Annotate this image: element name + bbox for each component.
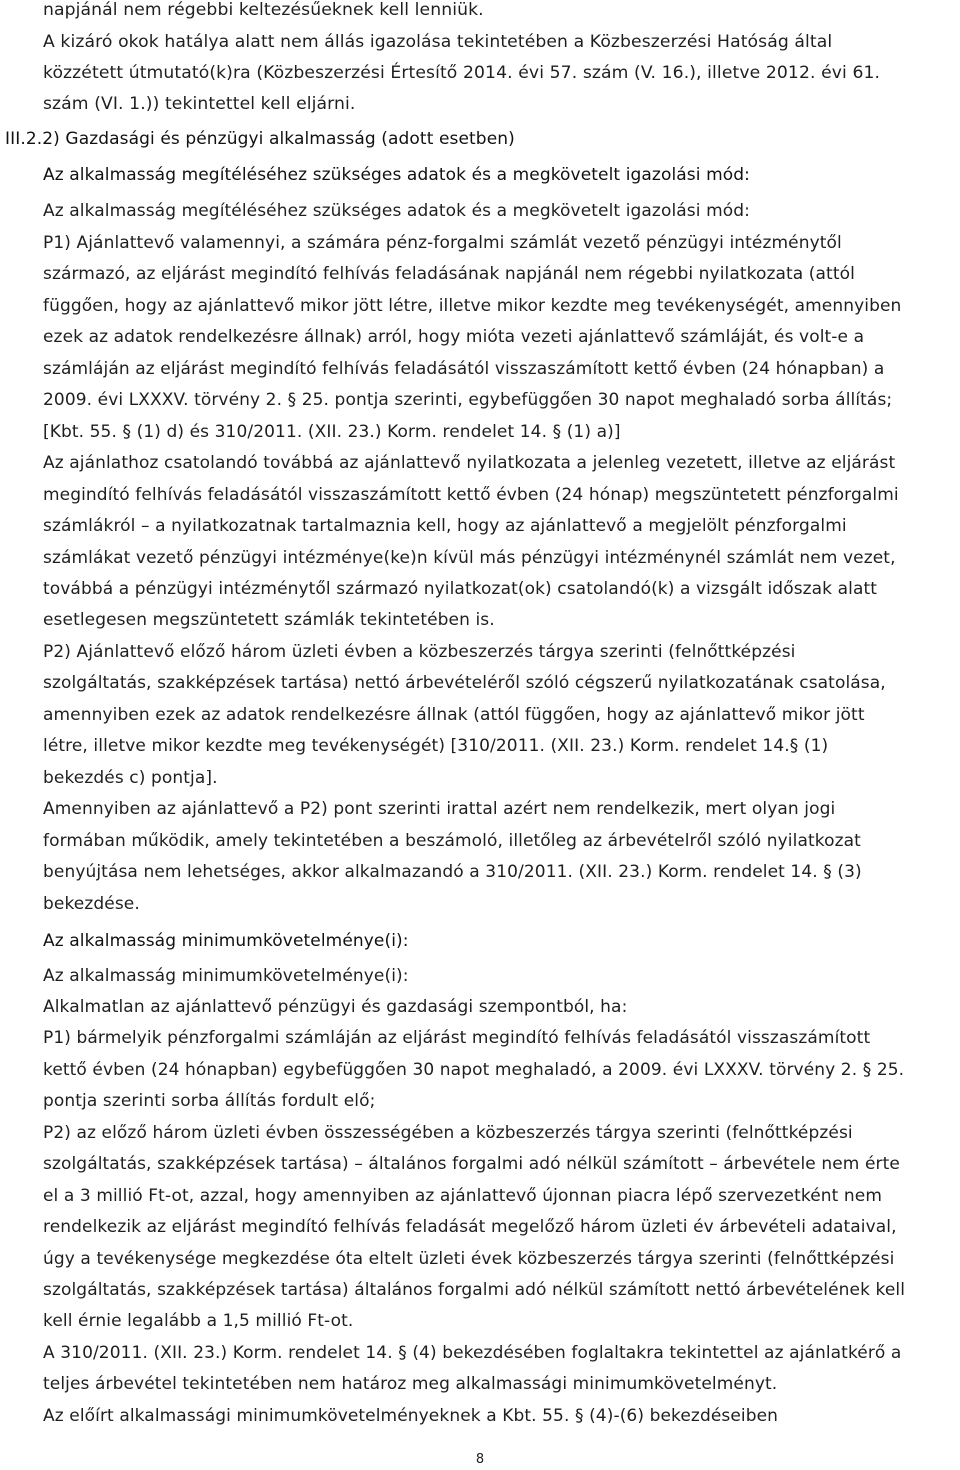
text-line-1: napjánál nem régebbi keltezésűeknek kell lenniük. [43, 0, 484, 20]
text-line-43: A 310/2011. (XII. 23.) Korm. rendelet 14. § (4) bekezdésében foglaltakra tekintettel az ajánlatkérő a [43, 1343, 902, 1363]
text-line-38: el a 3 millió Ft-ot, azzal, hogy amennyiben az ajánlattevő újonnan piacra lépő szervezetként nem [43, 1186, 883, 1206]
text-line-44: teljes árbevétel tekintetében nem határoz meg alkalmassági minimumkövetelményt. [43, 1374, 778, 1394]
text-line-19: továbbá a pénzügyi intézménytől származó nyilatkozat(ok) csatolandó(k) a vizsgált időszak alatt [43, 579, 878, 599]
text-line-33: P1) bármelyik pénzforgalmi számláján az eljárást megindító felhívás feladásától visszaszámított [43, 1028, 871, 1048]
text-line-13: 2009. évi LXXXV. törvény 2. § 25. pontja szerinti, egybefüggően 30 napot meghaladó sorba állítás; [43, 390, 893, 410]
text-line-32: Alkalmatlan az ajánlattevő pénzügyi és gazdasági szempontból, ha: [43, 997, 628, 1017]
text-line-9: származó, az eljárást megindító felhívás feladásának napjánál nem régebbi nyilatkozata (attól [43, 264, 855, 284]
text-line-17: számlákról – a nyilatkozatnak tartalmaznia kell, hogy az ajánlattevő a megjelölt pénzforgalmi [43, 516, 847, 536]
text-line-2: A kizáró okok hatálya alatt nem állás igazolása tekintetében a Közbeszerzési Hatóság által [43, 32, 833, 52]
text-line-10: függően, hogy az ajánlattevő mikor jött létre, illetve mikor kezdte meg tevékenységét, amennyiben [43, 296, 902, 316]
subheading-minimum-requirements: Az alkalmasság minimumkövetelménye(i): [43, 931, 409, 951]
text-line-14: [Kbt. 55. § (1) d) és 310/2011. (XII. 23.) Korm. rendelet 14. § (1) a)] [43, 422, 621, 442]
text-line-8: P1) Ajánlattevő valamennyi, a számára pénz-forgalmi számlát vezető pénzügyi intézménytől [43, 233, 842, 253]
text-line-24: létre, illetve mikor kezdte meg tevékenységét) [310/2011. (XII. 23.) Korm. rendelet 14.§ (1) [43, 736, 829, 756]
text-line-12: számláján az eljárást megindító felhívás feladásától visszaszámított kettő évben (24 hónapban) a [43, 359, 885, 379]
text-line-36: P2) az előző három üzleti évben összességében a közbeszerzés tárgya szerinti (felnőttképzési [43, 1123, 853, 1143]
text-line-37: szolgáltatás, szakképzések tartása) – általános forgalmi adó nélkül számított – árbevétele nem érte [43, 1154, 900, 1174]
text-line-20: esetlegesen megszüntetett számlák tekintetében is. [43, 610, 495, 630]
text-line-4: szám (VI. 1.)) tekintettel kell eljárni. [43, 94, 356, 114]
text-line-15: Az ajánlathoz csatolandó továbbá az ajánlattevő nyilatkozata a jelenleg vezetett, illetve az eljárást [43, 453, 896, 473]
text-line-35: pontja szerinti sorba állítás fordult elő; [43, 1091, 376, 1111]
text-line-40: úgy a tevékenysége megkezdése óta eltelt üzleti évek közbeszerzés tárgya szerinti (felnőttképzési [43, 1249, 895, 1269]
subheading-requirements: Az alkalmasság megítéléséhez szükséges adatok és a megkövetelt igazolási mód: [43, 165, 750, 185]
text-line-7: Az alkalmasság megítéléséhez szükséges adatok és a megkövetelt igazolási mód: [43, 201, 750, 221]
text-line-25: bekezdés c) pontja]. [43, 768, 218, 788]
text-line-27: formában működik, amely tekintetében a beszámoló, illetőleg az árbevételről szóló nyilatkozat [43, 831, 861, 851]
text-line-16: megindító felhívás feladásától visszaszámított kettő évben (24 hónap) megszüntetett pénzforgalmi [43, 485, 899, 505]
text-line-3: közzétett útmutató(k)ra (Közbeszerzési Értesítő 2014. évi 57. szám (V. 16.), illetve 2012. évi 61. [43, 63, 881, 83]
text-line-39: rendelkezik az eljárást megindító felhívás feladását megelőző három üzleti év árbevételi adataival, [43, 1217, 897, 1237]
text-line-34: kettő évben (24 hónapban) egybefüggően 30 napot meghaladó, a 2009. évi LXXXV. törvény 2. § 25. [43, 1060, 905, 1080]
text-line-23: amennyiben ezek az adatok rendelkezésre állnak (attól függően, hogy az ajánlattevő mikor jött [43, 705, 865, 725]
page-number: 8 [475, 1452, 485, 1467]
text-line-21: P2) Ajánlattevő előző három üzleti évben a közbeszerzés tárgya szerinti (felnőttképzési [43, 642, 796, 662]
text-line-29: bekezdése. [43, 894, 140, 914]
text-line-41: szolgáltatás, szakképzések tartása) általános forgalmi adó nélkül számított nettó árbevételének kell [43, 1280, 906, 1300]
text-line-22: szolgáltatás, szakképzések tartása) nettó árbevételéről szóló cégszerű nyilatkozatának csatolása, [43, 673, 886, 693]
text-line-11: ezek az adatok rendelkezésre állnak) arról, hogy mióta vezeti ajánlattevő számláját, és volt-e a [43, 327, 865, 347]
section-heading: III.2.2) Gazdasági és pénzügyi alkalmasság (adott esetben) [5, 129, 515, 149]
text-line-18: számlákat vezető pénzügyi intézménye(ke)n kívül más pénzügyi intézménynél számlát nem vezet, [43, 548, 896, 568]
text-line-28: benyújtása nem lehetséges, akkor alkalmazandó a 310/2011. (XII. 23.) Korm. rendelet 14. § (3) [43, 862, 862, 882]
text-line-31: Az alkalmasság minimumkövetelménye(i): [43, 966, 409, 986]
text-line-45: Az előírt alkalmassági minimumkövetelményeknek a Kbt. 55. § (4)-(6) bekezdéseiben [43, 1406, 779, 1426]
text-line-42: kell érnie legalább a 1,5 millió Ft-ot. [43, 1311, 354, 1331]
text-line-26: Amennyiben az ajánlattevő a P2) pont szerinti irattal azért nem rendelkezik, mert olyan jogi [43, 799, 836, 819]
